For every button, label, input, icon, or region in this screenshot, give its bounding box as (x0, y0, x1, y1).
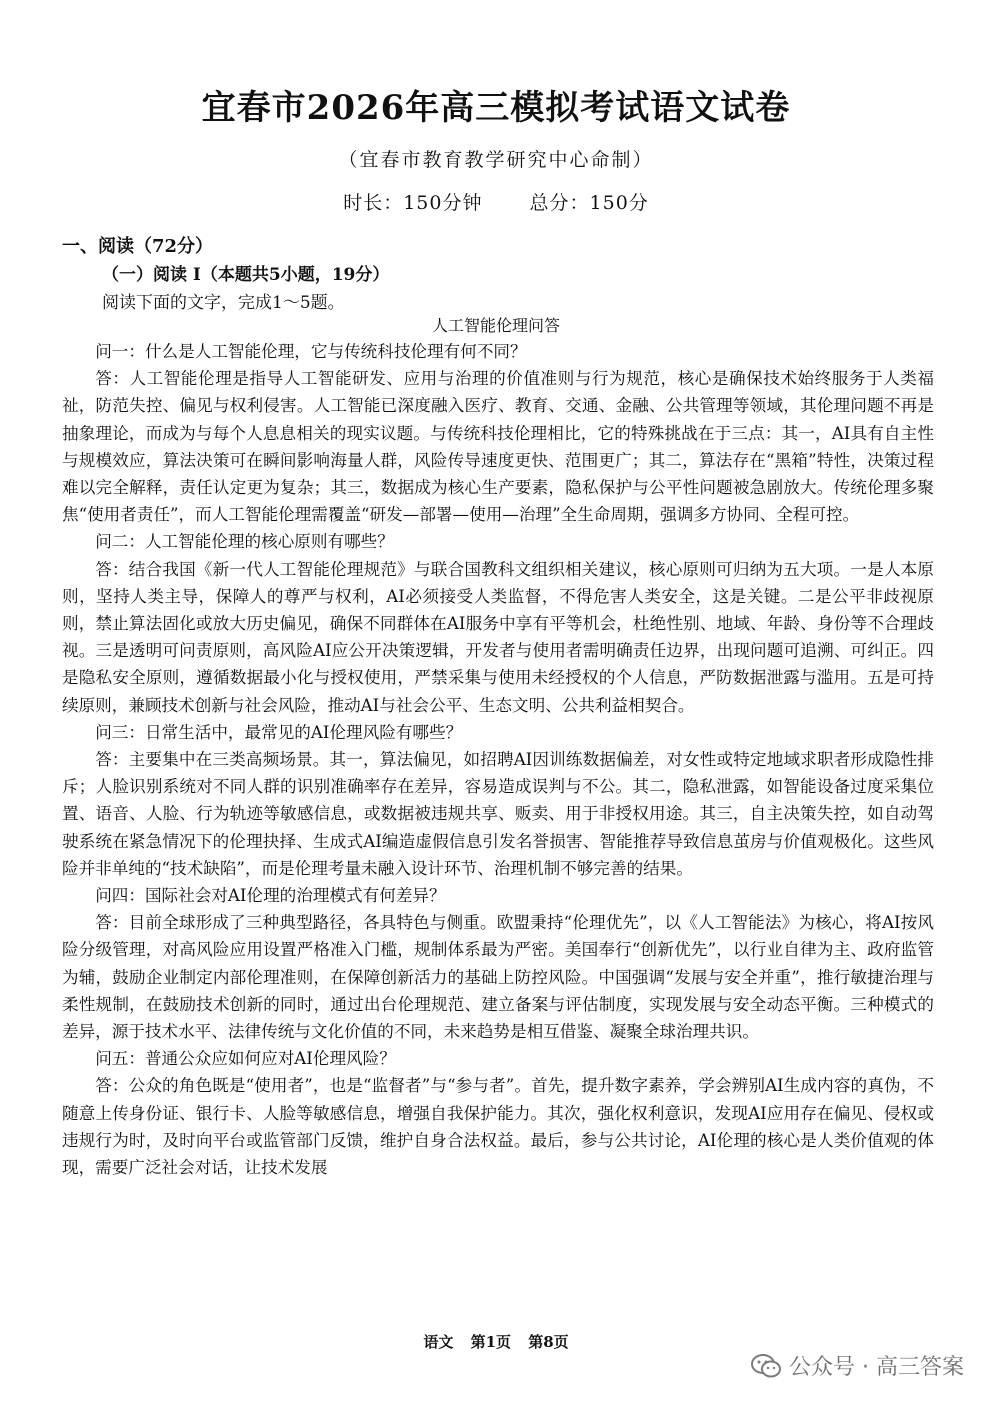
article-title: 人工智能伦理问答 (431, 316, 560, 335)
article-body (62, 338, 934, 1181)
exam-duration: 时长：150分钟 (343, 192, 483, 214)
footer-page-number: 第1页 (470, 1333, 511, 1351)
answer-4: 答：目前全球形成了三种典型路径，各具特色与侧重。欧盟秉持“伦理优先”，以《人工智能法》为核心，将AI按风险分级管理，对高风险应用设置严格准入门槛，规制体系最为严密。美国奉行“创新优先”，以行业自律为主、政府监管为辅，鼓励企业制定内部伦理准则，在保障创新活力的基础上防控风险。中国强调“发展与安全并重”，推行敏捷治理与柔性规制，在鼓励技术创新的同时，通过出台伦理规范、建立备案与评估制度，实现发展与安全动态平衡。三种模式的差异，源于技术水平、法律传统与文化价值的不同，未来趋势是相互借鉴、凝聚全球治理共识。 (62, 913, 934, 1042)
page-footer (0, 1331, 992, 1352)
watermark-text: 公众号 · 高三答案 (789, 1355, 964, 1380)
exam-total-score: 总分：150分 (529, 192, 649, 214)
answer-5: 答：公众的角色既是“使用者”，也是“监督者”与“参与者”。首先，提升数字素养，学会辨别AI生成内容的真伪，不随意上传身份证、银行卡、人脸等敏感信息，增强自我保护能力。其次，强化权利意识，发现AI应用存在偏见、侵权或违规行为时，及时向平台或监管部门反馈，维护自身合法权益。最后，参与公共讨论，AI伦理的核心是人类价值观的体现，需要广泛社会对话，让技术发展 (62, 1076, 934, 1178)
section-heading: 一、阅读（72分） (62, 236, 214, 257)
footer-subject: 语文 (423, 1333, 454, 1351)
exam-issuer: （宜春市教育教学研究中心命制） (338, 149, 654, 171)
answer-1: 答：人工智能伦理是指导人工智能研发、应用与治理的价值准则与行为规范，核心是确保技术始终服务于人类福祉，防范失控、偏见与权利侵害。人工智能已深度融入医疗、教育、交通、金融、公共管理等领域，其伦理问题不再是抽象理论，而成为与每个人息息相关的现实议题。与传统科技伦理相比，它的特殊挑战在于三点：其一，AI具有自主性与规模效应，算法决策可在瞬间影响海量人群，风险传导速度更快、范围更广；其二，算法存在“黑箱”特性，决策过程难以完全解释，责任认定更为复杂；其三，数据成为核心生产要素，隐私保护与公平性问题被急剧放大。传统伦理多聚焦“使用者责任”，而人工智能伦理需覆盖“研发—部署—使用—治理”全生命周期，强调多方协同、全程可控。 (62, 369, 934, 525)
answer-3: 答：主要集中在三类高频场景。其一，算法偏见，如招聘AI因训练数据偏差，对女性或特定地域求职者形成隐性排斥；人脸识别系统对不同人群的识别准确率存在差异，容易造成误判与不公。其二，隐私泄露，如智能设备过度采集位置、语音、人脸、行为轨迹等敏感信息，或数据被违规共享、贩卖、用于非授权用途。其三，自主决策失控，如自动驾驶系统在紧急情况下的伦理抉择、生成式AI编造虚假信息引发名誉损害、智能推荐导致信息茧房与价值观极化。这些风险并非单纯的“技术缺陷”，而是伦理考量未融入设计环节、治理机制不够完善的结果。 (62, 750, 934, 878)
answer-2: 答：结合我国《新一代人工智能伦理规范》与联合国教科文组织相关建议，核心原则可归纳为五大项。一是人本原则，坚持人类主导，保障人的尊严与权利，AI必须接受人类监督，不得危害人类安全，这是关键。二是公平非歧视原则，禁止算法固化或放大历史偏见，确保不同群体在AI服务中享有平等机会，杜绝性别、地域、年龄、身份等不合理歧视。三是透明可问责原则，高风险AI应公开决策逻辑，开发者与使用者需明确责任边界，出现问题可追溯、可纠正。四是隐私安全原则，遵循数据最小化与授权使用，严禁采集与使用未经授权的个人信息，严防数据泄露与滥用。五是可持续原则，兼顾技术创新与社会风险，推动AI与社会公平、生态文明、公共利益相契合。 (62, 559, 934, 715)
reading-instruction: 阅读下面的文字，完成1～5题。 (102, 293, 345, 313)
question-4: 问四：国际社会对AI伦理的治理模式有何差异？ (95, 886, 446, 906)
wechat-icon (751, 1353, 781, 1379)
wechat-watermark (751, 1350, 964, 1381)
subsection-heading: （一）阅读 Ⅰ（本题共5小题，19分） (102, 265, 390, 285)
question-1: 问一：什么是人工智能伦理，它与传统科技伦理有何不同？ (95, 342, 527, 361)
question-3: 问三：日常生活中，最常见的AI伦理风险有哪些？ (95, 722, 463, 742)
question-2: 问二：人工智能伦理的核心原则有哪些？ (95, 532, 394, 552)
question-5: 问五：普通公众应如何应对AI伦理风险？ (95, 1049, 396, 1069)
exam-meta (0, 188, 992, 215)
exam-title: 宜春市2026年高三模拟考试语文试卷 (201, 88, 791, 128)
footer-total-pages: 第8页 (528, 1333, 569, 1351)
